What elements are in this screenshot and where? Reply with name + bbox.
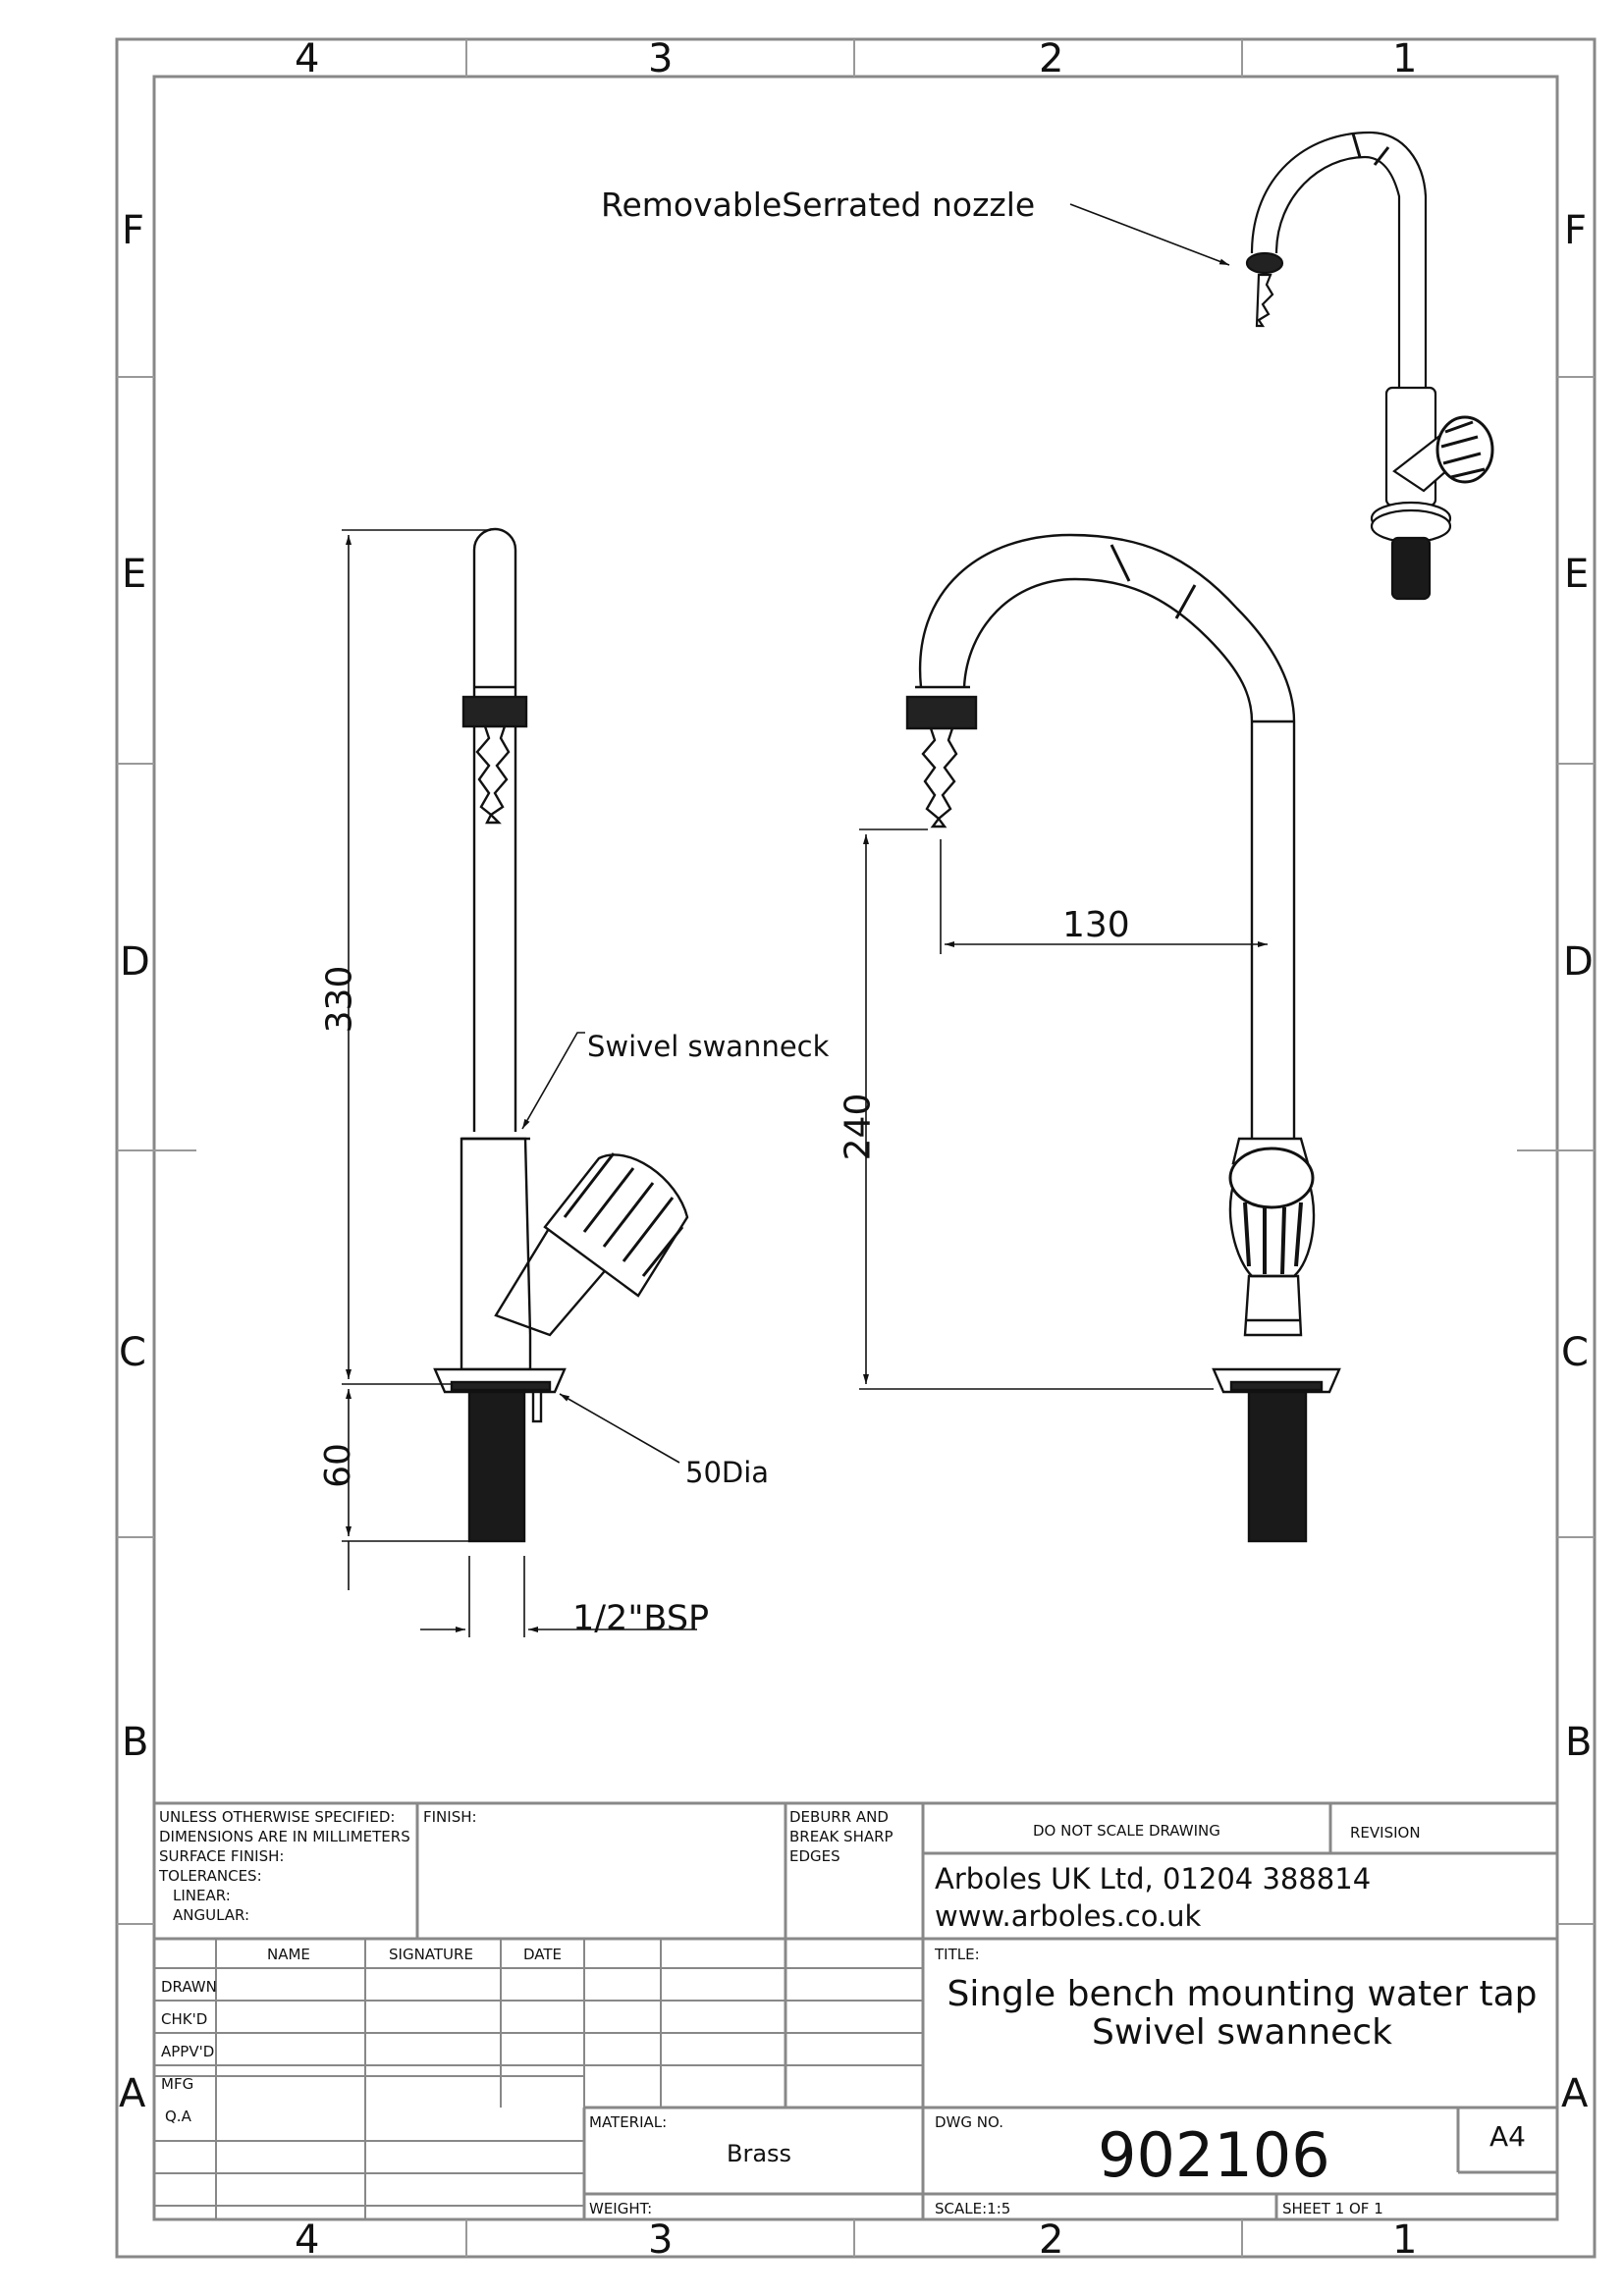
column-label: 2 <box>1039 36 1064 81</box>
finish-label: FINISH: <box>423 1808 477 1826</box>
nozzle-callout: RemovableSerrated nozzle <box>601 186 1036 224</box>
column-label: 1 <box>1392 36 1418 81</box>
row-label: A <box>1561 2071 1589 2116</box>
dwg-number: 902106 <box>1098 2119 1330 2191</box>
signature-grid <box>154 1939 923 2219</box>
row-label: E <box>1564 552 1590 597</box>
handle-knob-front <box>1230 1139 1314 1335</box>
iso-handle-knob <box>1437 417 1492 482</box>
note-line: SURFACE FINISH: <box>159 1847 285 1865</box>
row-label: E <box>122 552 147 597</box>
scale: SCALE:1:5 <box>935 2200 1011 2217</box>
role-qa: Q.A <box>165 2108 191 2125</box>
swanneck-callout: Swivel swanneck <box>587 1030 830 1063</box>
column-label: 4 <box>295 36 320 81</box>
company-website: www.arboles.co.uk <box>935 1899 1202 1933</box>
dwg-no-label: DWG NO. <box>935 2113 1003 2131</box>
drawing-title-line-2: Swivel swanneck <box>1092 2012 1392 2053</box>
note-line: TOLERANCES: <box>159 1867 262 1885</box>
company-name: Arboles UK Ltd, 01204 388814 <box>935 1862 1372 1896</box>
header-date: DATE <box>523 1946 563 1963</box>
tap-front-view <box>907 535 1339 1541</box>
revision-label: REVISION <box>1350 1824 1421 1842</box>
deburr-note: EDGES <box>789 1847 840 1865</box>
column-label: 3 <box>648 36 674 81</box>
row-label: F <box>122 208 145 253</box>
column-label: 1 <box>1392 2217 1418 2263</box>
row-label: A <box>119 2071 146 2116</box>
row-label: F <box>1564 208 1588 253</box>
note-line: DIMENSIONS ARE IN MILLIMETERS <box>159 1828 410 1845</box>
role-checked: CHK'D <box>161 2010 208 2028</box>
column-label: 2 <box>1039 2217 1064 2263</box>
sheet-count: SHEET 1 OF 1 <box>1282 2200 1383 2217</box>
drawing-title-line-1: Single bench mounting water tap <box>947 1974 1538 2014</box>
role-approved: APPV'D <box>161 2043 215 2060</box>
role-drawn: DRAWN <box>161 1978 217 1996</box>
row-label: D <box>1563 939 1594 985</box>
role-mfg: MFG <box>161 2075 194 2093</box>
header-name: NAME <box>267 1946 310 1963</box>
note-line: ANGULAR: <box>173 1906 250 1924</box>
header-signature: SIGNATURE <box>389 1946 473 1963</box>
dim-reach: 130 <box>1062 905 1130 945</box>
sheet-size: A4 <box>1489 2120 1526 2153</box>
row-label: C <box>119 1330 146 1375</box>
row-label: B <box>1565 1720 1593 1765</box>
column-label: 4 <box>295 2217 320 2263</box>
column-label: 3 <box>648 2217 674 2263</box>
material-label: MATERIAL: <box>589 2113 668 2131</box>
row-label: C <box>1561 1330 1589 1375</box>
flange-callout: 50Dia <box>685 1456 770 1489</box>
row-label: D <box>120 939 150 985</box>
do-not-scale: DO NOT SCALE DRAWING <box>1033 1822 1220 1840</box>
dim-base-height: 60 <box>317 1443 358 1488</box>
row-label: B <box>122 1720 149 1765</box>
note-line: UNLESS OTHERWISE SPECIFIED: <box>159 1808 396 1826</box>
nozzle-leader <box>1070 204 1229 265</box>
deburr-note: DEBURR AND <box>789 1808 889 1826</box>
deburr-note: BREAK SHARP <box>789 1828 893 1845</box>
thread-callout: 1/2"BSP <box>572 1599 710 1638</box>
tap-isometric-view <box>1247 133 1492 599</box>
title-label: TITLE: <box>935 1946 980 1963</box>
note-line: LINEAR: <box>173 1887 231 1904</box>
dim-outlet-height: 240 <box>838 1093 879 1161</box>
handle-knob <box>545 1153 687 1296</box>
material-value: Brass <box>727 2140 792 2167</box>
weight-label: WEIGHT: <box>589 2200 653 2217</box>
dim-total-height: 330 <box>319 965 360 1034</box>
